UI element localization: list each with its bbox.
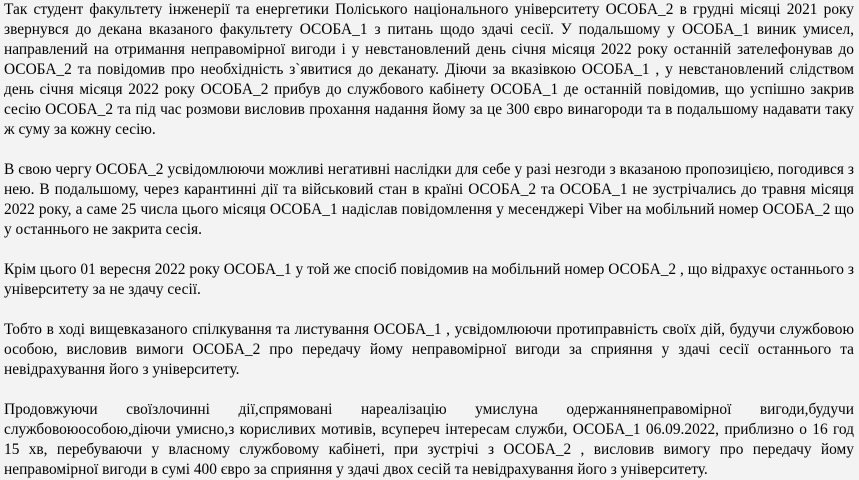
paragraph-spacer	[4, 380, 854, 400]
paragraph-1: Так студент факультету інженерії та енергетики Поліського національного університету ОСОБА_2 в грудні місяці 2021 року звернувся до декана вказаного факультету ОСОБА_1 з питань щодо здачі сесії. У подальшому у ОСОБА_1 виник умисел, направлений на отримання неправомірної вигоди і у невстановлений день січня місяця 2022 року останній зателефонував до ОСОБА_2 та повідомив про необхідність з`явитися до деканату. Діючи за вказівкою ОСОБА_1 , у невстановлений слідством день січня місяця 2022 року ОСОБА_2 прибув до службового кабінету ОСОБА_1 де останній повідомив, що успішно закрив сесію ОСОБА_2 та під час розмови висловив прохання надання йому за це 300 євро винагороди та в подальшому надавати таку ж суму за кожну сесію.	[4, 1, 854, 138]
paragraph-spacer	[4, 300, 854, 320]
paragraph-4: Тобто в ході вищевказаного спілкування та листування ОСОБА_1 , усвідомлюючи протиправність своїх дій, будучи службовою особою, висловив вимоги ОСОБА_2 про передачу йому неправомірної вигоди за сприяння у здачі сесії останнього та невідрахування його з університету.	[4, 321, 854, 378]
paragraph-5: Продовжуючи своїзлочинні дії,спрямовані нареалізацію умислуна одержаннянеправомірної вигоди,будучи службовоюособою,діючи умисно,з корисливих мотивів, всупереч інтересам служби, ОСОБА_1 06.09.2022, приблизно о 16 год 15 хв, перебуваючи у власному службовому кабінеті, при зустрічі з ОСОБА_2 , висловив вимогу про передачу йому неправомірної вигоди в сумі 400 євро за сприяння у здачі двох сесій та невідрахування його з університету.	[4, 401, 854, 478]
paragraph-2: В свою чергу ОСОБА_2 усвідомлюючи можливі негативні наслідки для себе у разі незгоди з вказаною пропозицією, погодився з нею. В подальшому, через карантинні дії та військовий стан в країні ОСОБА_2 та ОСОБА_1 не зустрічались до травня місяця 2022 року, а саме 25 числа цього місяця ОСОБА_1 надіслав повідомлення у месенджері Viber на мобільний номер ОСОБА_2 що у останнього не закрита сесія.	[4, 161, 854, 238]
paragraph-spacer	[4, 140, 854, 160]
paragraph-3: Крім цього 01 вересня 2022 року ОСОБА_1 у той же спосіб повідомив на мобільний номер ОСОБА_2 , що відрахує останнього з університету за не здачу сесії.	[4, 261, 854, 298]
paragraph-spacer	[4, 240, 854, 260]
